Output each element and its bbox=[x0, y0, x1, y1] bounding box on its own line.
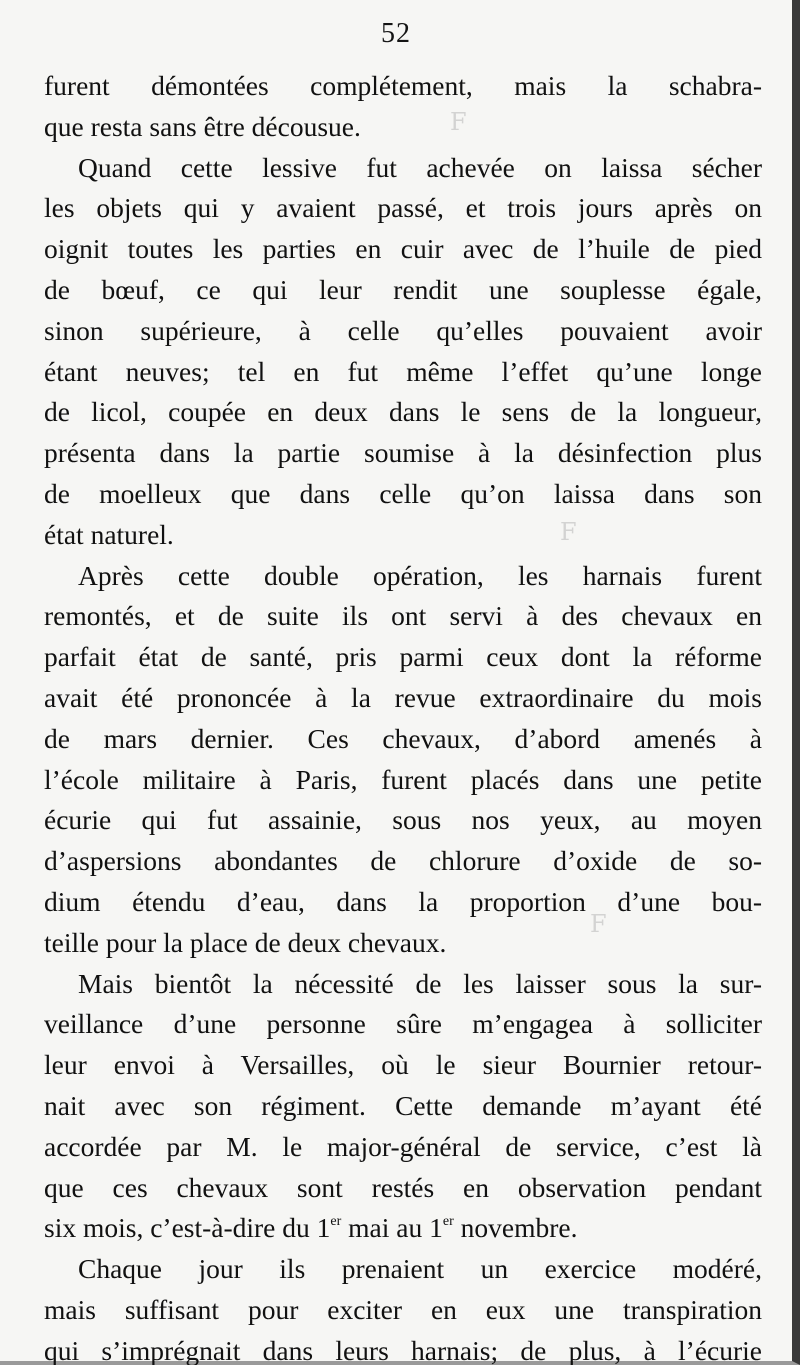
text-segment: novembre. bbox=[453, 1212, 578, 1244]
text-line: furent démontées complétement, mais la schabra- bbox=[44, 70, 762, 101]
text-line: remontés, et de suite ils ont servi à des chevaux en bbox=[44, 600, 762, 632]
text-line: veillance d’une personne sûre m’engagea à solliciter bbox=[44, 1008, 762, 1040]
superscript: er bbox=[330, 1214, 342, 1230]
text-line: nait avec son régiment. Cette demande m’ayant été bbox=[44, 1089, 762, 1121]
text-segment: mai au 1 bbox=[341, 1212, 443, 1244]
text-line: oignit toutes les parties en cuir avec de l’huile de pied bbox=[44, 233, 762, 265]
text-line: écurie qui fut assainie, sous nos yeux, au moyen bbox=[44, 804, 762, 836]
text-line: leur envoi à Versailles, où le sieur Bournier retour- bbox=[44, 1049, 762, 1081]
text-line: de bœuf, ce qui leur rendit une souplesse égale, bbox=[44, 273, 762, 305]
text-line: mais suffisant pour exciter en eux une transpiration bbox=[44, 1293, 762, 1325]
text-line: sinon supérieure, à celle qu’elles pouvaient avoir bbox=[44, 314, 762, 346]
text-line: les objets qui y avaient passé, et trois jours après on bbox=[44, 192, 762, 224]
text-line: de moelleux que dans celle qu’on laissa dans son bbox=[44, 477, 762, 509]
text-line: qui s’imprégnait dans leurs harnais; de plus, à l’écurie bbox=[44, 1334, 762, 1365]
show-through-text: ꟻ bbox=[590, 912, 607, 938]
text-line: d’aspersions abondantes de chlorure d’oxide de so- bbox=[44, 845, 762, 877]
text-line: de mars dernier. Ces chevaux, d’abord amenés à bbox=[44, 722, 762, 754]
text-line bbox=[44, 1208, 762, 1249]
text-line: Quand cette lessive fut achevée on laissa sécher bbox=[78, 151, 762, 183]
text-line: de licol, coupée en deux dans le sens de la longueur, bbox=[44, 396, 762, 428]
text-line: teille pour la place de deux chevaux. bbox=[44, 926, 447, 958]
text-line: Après cette double opération, les harnais furent bbox=[78, 559, 762, 591]
text-line: parfait état de santé, pris parmi ceux dont la réforme bbox=[44, 641, 762, 673]
superscript: er bbox=[442, 1214, 454, 1230]
body-text bbox=[44, 66, 762, 1365]
text-line: étant neuves; tel en fut même l’effet qu’une longe bbox=[44, 355, 762, 387]
text-line: dium étendu d’eau, dans la proportion d’une bou- bbox=[44, 885, 762, 917]
show-through-text: ꟻ bbox=[560, 520, 577, 546]
page-number: 52 bbox=[381, 18, 411, 49]
text-line: Mais bientôt la nécessité de les laisser sous la sur- bbox=[78, 967, 762, 999]
text-line: état naturel. bbox=[44, 518, 174, 550]
text-line: accordée par M. le major-général de service, c’est là bbox=[44, 1130, 762, 1162]
text-line: que resta sans être décousue. bbox=[44, 110, 361, 142]
text-segment: six mois, c’est-à-dire du 1 bbox=[44, 1212, 331, 1244]
show-through-text: ꟻ bbox=[450, 110, 467, 136]
text-line: Chaque jour ils prenaient un exercice modéré, bbox=[78, 1253, 762, 1285]
text-line: que ces chevaux sont restés en observation pendant bbox=[44, 1171, 762, 1203]
text-line: l’école militaire à Paris, furent placés dans une petite bbox=[44, 763, 762, 795]
text-line: présenta dans la partie soumise à la désinfection plus bbox=[44, 437, 762, 469]
text-line: avait été prononcée à la revue extraordinaire du mois bbox=[44, 681, 762, 713]
